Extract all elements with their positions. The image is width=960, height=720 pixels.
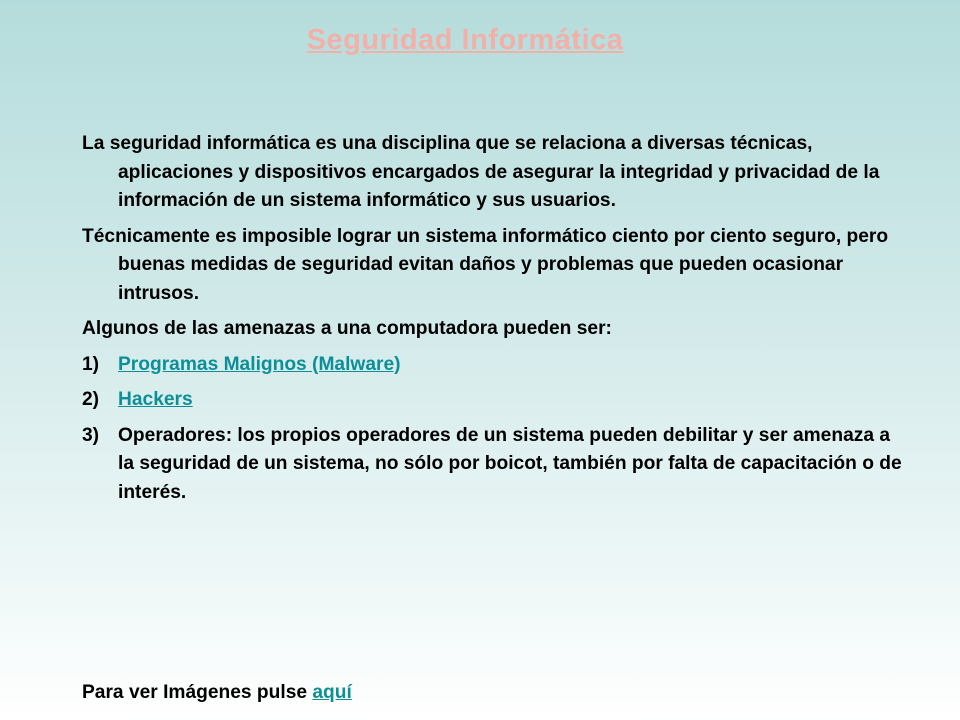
page-title: [0, 24, 930, 57]
list-number: 2): [82, 389, 100, 410]
operators-text: Operadores: los propios operadores de un sistema pueden debilitar y ser amenaza a la seguridad de un sistema, no sólo por boicot, también por falta de capacitación o de interés.: [118, 424, 902, 503]
hackers-link[interactable]: Hackers: [118, 389, 193, 410]
threats-intro: Algunos de las amenazas a una computadora pueden ser:: [82, 318, 612, 339]
threat-item-hackers: [82, 386, 902, 415]
list-number: 1): [82, 353, 100, 375]
footer-text: Para ver Imágenes pulse: [82, 682, 308, 703]
malware-link[interactable]: Programas Malignos (Malware): [118, 353, 401, 375]
threat-item-malware: [82, 351, 902, 380]
main-content: [82, 130, 902, 514]
threat-item-operators: [82, 422, 902, 508]
title-link[interactable]: Seguridad Informática: [306, 24, 624, 56]
list-number: 3): [82, 424, 100, 446]
intro-paragraph: La seguridad informática es una disciplina que se relaciona a diversas técnicas, aplicaciones y dispositivos encargados de asegurar la integridad y privacidad de la información de un sistema informático y sus usuarios.: [82, 133, 880, 211]
images-link[interactable]: aquí: [312, 682, 352, 703]
security-paragraph: Técnicamente es imposible lograr un sistema informático ciento por ciento seguro, pero buenas medidas de seguridad evitan daños y problemas que pueden ocasionar intrusos.: [82, 225, 889, 304]
footer-line: [82, 679, 352, 707]
